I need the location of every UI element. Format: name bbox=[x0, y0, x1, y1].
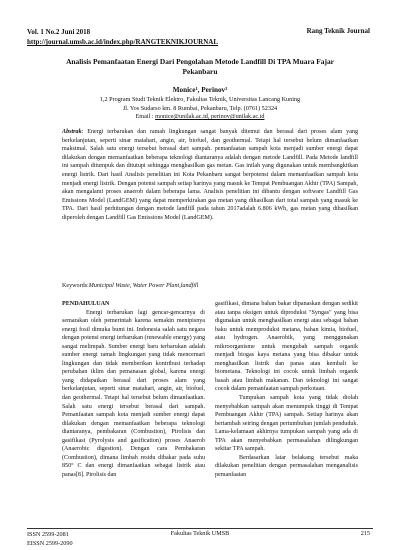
journal-header-left bbox=[27, 27, 218, 47]
paragraph: Energi terbarukan lagi gencar-gencarnya di semarakan oleh pemerintah karena semakin menipisnya energi fosil dimuka bumi ini. Indonesia salah satu negara dengan potensi energi terbarukan (renewable energy) yang sangat melimpah. Sumber energi baru terbarukan adalah sumber energi ramah lingkungan yang tidak mencemari lingkungan dan tidak memberikan kontribusi terhadap perubahan iklim dan pemanasan global, karena energi yang didapatkan berasal dari proses alam yang berkelanjutan, seperti sinar matahari, angin, air, biofuel, dan geothermal. Tetapi hal tersebut belum dimanfaatkan. Salah satu energi tersebut berasal dari sampah. Pemanfaatan sampah kota menjadi sumber energi dapat dilakukan dengan memanfaatkan beberapa teknologi diantaranya, pembakaran (Combustion), Pirolisis dan gasifikasi (Pyrolysis and gasification) proses Anaerob (Anaerobic digestion). Dengan cara Pembakaran (Combustion), dimana limbah residu dibakar pada suhu 850° C dan energi dimanfaatkan sebagai listrik atau panas[8]. Pirolisis dan bbox=[62, 309, 205, 478]
footer-divider bbox=[27, 528, 373, 529]
paper-title: Analisis Pemanfaatan Energi Dari Pengolahan Metode Landfill Di TPA Muara Fajar Pekanbaru bbox=[66, 57, 334, 76]
volume-issue: Vol. 1 No.2 Juni 2018 bbox=[27, 28, 91, 36]
eissn: EISSN 2599-2090 bbox=[27, 540, 73, 547]
keywords bbox=[62, 283, 358, 289]
affiliation-line-2: Jl. Yos Sudarso km. 8 Rumbai, Pekanbaru, Telp. (0761) 52324 bbox=[122, 104, 278, 112]
abstract bbox=[62, 128, 358, 223]
affiliation bbox=[0, 96, 400, 122]
paragraph: Berdasarkan latar belakang tersebut maka dilakukan penelitian dengan permasalahan menganalisis pemanfaatan bbox=[215, 454, 358, 478]
issn: ISSN 2599-2081 bbox=[27, 531, 69, 538]
journal-name: Rang Teknik Journal bbox=[306, 27, 370, 35]
abstract-label: Abstrak bbox=[62, 129, 82, 135]
body-column-left bbox=[62, 300, 205, 479]
paragraph: gasifikasi, dimana bahan bakar dipanaskan dengan sedikit atau tanpa oksigen untuk diproduksi "Syngas" yang bisa digunakan untuk menghasilkan energi atau sebagai bahan baku untuk memproduksi metana, bahan kimia, biofuel, atau hydrogen. Anaerobik, yang menggunakan mikroorganisme untuk mengubah sampah organik menjadi biogas kaya metana yang bisa dibakar untuk menghasilkan listrik dan panas atau kembali ke biometana. Teknologi ini cocok untuk limbah organik basah atau limbah makanan. Dan teknologi ini sangat cocok dalam pemanfaatan sampah perkotaan. bbox=[215, 301, 358, 393]
journal-url-link[interactable]: http://journal.umsb.ac.id/index.php/RANGTEKNIKJOURNAL bbox=[27, 38, 218, 46]
email-line bbox=[0, 113, 400, 122]
authors: Monice¹, Perinov² bbox=[172, 86, 228, 94]
email-label: Email : bbox=[135, 113, 154, 120]
keywords-text: Municipal Waste, Water Power Plant,landfill bbox=[88, 283, 199, 289]
page-number: 215 bbox=[360, 530, 370, 537]
email-link[interactable]: monice@unilak.ac.id, perinov@unilak.ac.id bbox=[155, 113, 265, 120]
section-heading: PENDAHULUAN bbox=[62, 301, 110, 307]
affiliation-line-1: 1,2 Program Studi Teknik Elektro, Fakultas Teknik, Universitas Lancang Kuning bbox=[99, 96, 301, 103]
abstract-text: : Energi terbarukan dan ramah lingkungan sangat banyak ditemui dan berasal dari proses alam yang berkelanjutan, seperti sinar matahari, angin, air, biofuel, dan geothermal. Tetapi hal tersebut belum dimanfaatkan maksimal. Salah satu energi tersebut berasal dari sampah. pemanfaatan sampah kota menjadi sumber energi dapat dilakukan dengan memanfaatkan beberapa teknologi diantaranya adalah dengan metode Landfill. Pada Metode landfill ini sampah ditumpuk dan ditutupi sehingga menghasilkan gas metan. Gas inilah yang digunakan untuk membangkitkan energi listrik. Dari hasil Analisis penelitian ini Kota Pekanbaru sangat berpotensi dalam memanfaatkan sampah kota menjadi energi listrik. Dengan potensi sampah setiap harinya yang masuk ke Tempat Pembuangan Akhir (TPA) Sampah, akan mengalami proses anaerob dalam beberapa lama. Analisis penelitian ini dibantu dengan software Landfill Gas Emissions Model (LandGEM) yang dapat memperkirakan gas metan yang dihasilkan dari total sampah yang masuk ke TPA. Dari hasil perhitungan dengan metode landfill pada tahun 2017adalah 6.806 kWh, gas metan yang dihasilkan diperoleh dengan Landfill Gas Emissions Model (LandGEM). bbox=[62, 129, 358, 221]
body-column-right bbox=[215, 300, 358, 479]
footer-faculty: Fakultas Teknik UMSB bbox=[170, 530, 230, 537]
keywords-label: Keywords: bbox=[62, 283, 89, 289]
paragraph: Tumpukan sampah kota yang tidak diolah menyebabkan sampah akan menumpuk tinggi di Tempat Pembuangan Akhir (TPA) sampah. Setiap harinya akan bertambah seiring dengan pertumbuhan jumlah penduduk. Lama-kelamaan akhirnya tumpukan sampah yang ada di TPA akan menyebabkan permasalahan dilingkungan sekitar TPA sampah. bbox=[215, 395, 358, 453]
